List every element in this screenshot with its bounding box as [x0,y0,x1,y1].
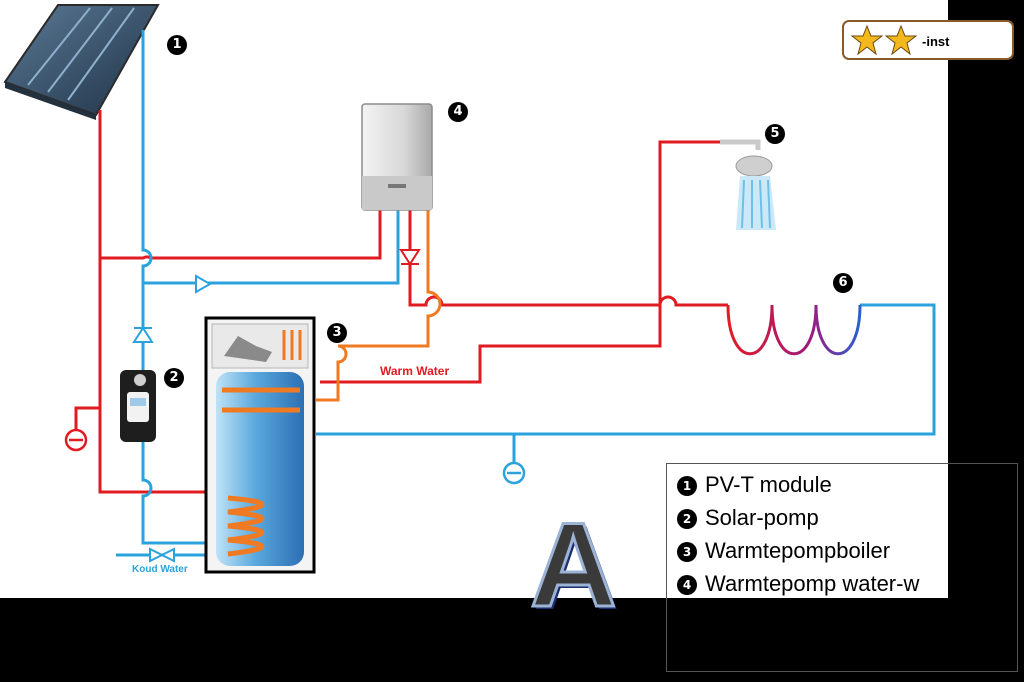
legend-text: Warmtepomp water-w [705,571,920,596]
scenario-letter: A [530,498,617,632]
legend [666,463,1018,672]
shower [720,142,776,230]
legend-item [677,505,819,531]
legend-item [677,571,919,597]
expansion-vessel-blue [504,463,524,483]
pvt-panel [5,5,158,120]
heating-coil [728,305,860,354]
marker-3: 3 [327,323,347,343]
legend-text: Solar-pomp [705,505,819,530]
marker-2: 2 [164,368,184,388]
legend-marker: 1 [677,476,697,496]
check-valve-red [401,250,419,264]
legend-marker: 4 [677,575,697,595]
warm-water-label: Warm Water [380,364,450,378]
star-icon [852,26,882,54]
marker-6: 6 [833,273,853,293]
expansion-vessel-red [66,430,86,450]
legend-marker: 2 [677,509,697,529]
rating-text: -inst [922,34,950,49]
marker-1: 1 [167,35,187,55]
legend-item [677,472,832,498]
rating-stars [850,24,920,58]
cold-water-valve [150,549,174,561]
legend-text: PV-T module [705,472,832,497]
marker-4: 4 [448,102,468,122]
star-icon [886,26,916,54]
legend-marker: 3 [677,542,697,562]
rating-box [842,20,1014,60]
heat-pump-unit [362,104,432,210]
legend-text: Warmtepompboiler [705,538,891,563]
check-valve-horizontal [196,276,210,292]
solar-pump [120,370,156,442]
marker-5: 5 [765,124,785,144]
cold-water-label: Koud Water [132,564,188,575]
check-valve-vertical [134,328,152,342]
legend-item [677,538,890,564]
